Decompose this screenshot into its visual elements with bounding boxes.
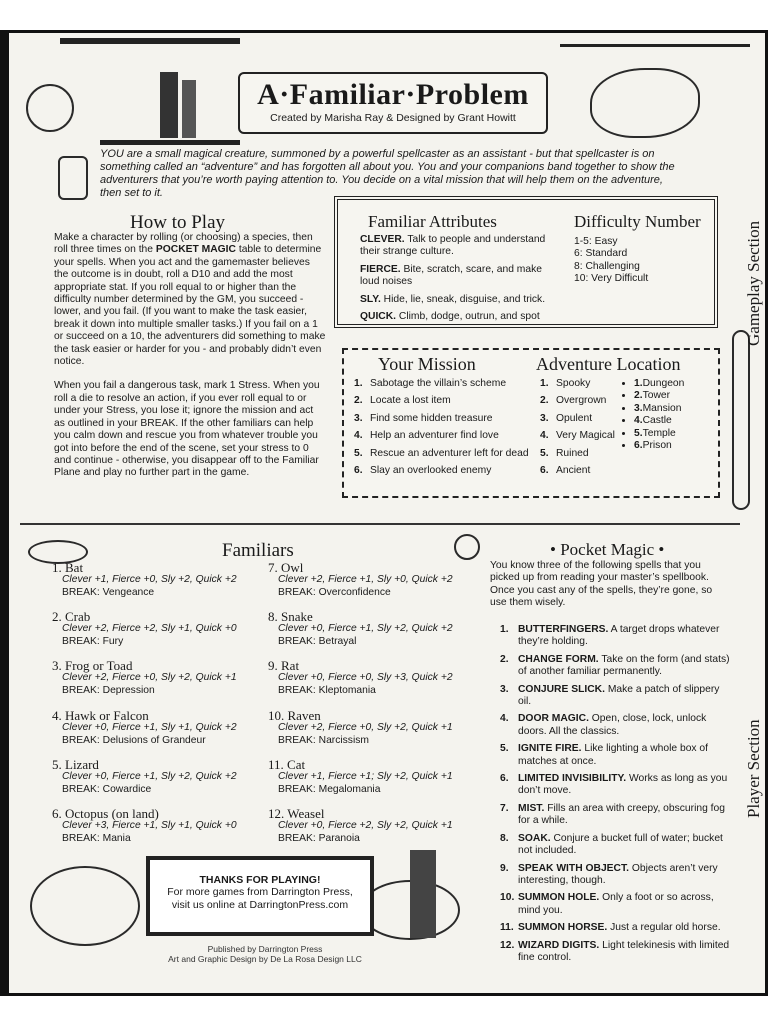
spell-item: 8. SOAK. Conjure a bucket full of water; bucket not included. (500, 832, 723, 857)
attribute-item: SLY. Hide, lie, sneak, disguise, and trick. (360, 293, 546, 305)
shelf-icon (60, 38, 240, 44)
mission-item: 2. Locate a lost item (354, 395, 451, 407)
attribute-item: CLEVER. Talk to people and understand their strange culture. (360, 234, 546, 258)
how-to-play-paragraph: Make a character by rolling (or choosing) a species, then roll three times on the POCKET MAGIC table to determine your spells. When you act and the gamemaster believes the outcome is in doubt, roll a D10 and add the most appropriate stat. If you roll equal to or higher than the difficulty number determined by the GM, you succeed - lower, and you fail. (If you want to make the task easier, break it down into multiple smaller tasks.) If you fail on a 1 or succeed on a 10, the adventurers did something to make the task easier or harder for you - and probably didn’t even notice. (54, 232, 326, 368)
how-to-play-section (54, 232, 326, 492)
familiar-entry: 2. Crab Clever +2, Fierce +2, Sly +1, Quick +0 BREAK: Fury (52, 609, 237, 647)
attribute-item: QUICK. Climb, dodge, outrun, and spot (360, 311, 540, 323)
spell-item: 7. MIST. Fills an area with creepy, obscuring fog for a while. (500, 802, 725, 827)
familiar-attributes-heading: Familiar Attributes (368, 212, 497, 231)
spell-list (500, 624, 732, 969)
spell-item: 11. SUMMON HORSE. Just a regular old horse. (500, 922, 721, 934)
difficulty-item: 1-5: Easy (574, 236, 618, 247)
mission-item: 5. Rescue an adventurer left for dead (354, 447, 529, 459)
familiar-entry: 12. Weasel Clever +0, Fierce +2, Sly +2, Quick +1 BREAK: Paranoia (268, 806, 453, 844)
raven-icon (590, 68, 700, 138)
difficulty-number-heading: Difficulty Number (574, 212, 701, 231)
location-item: 1. Spooky (540, 378, 591, 389)
thanks-link[interactable]: visit us online at DarringtonPress.com (171, 898, 349, 911)
scroll-icon (454, 534, 480, 560)
location-adjective-list (540, 378, 630, 482)
adventure-location-heading: Adventure Location (536, 354, 681, 374)
player-section-label: Player Section (744, 719, 763, 818)
vine-icon (732, 330, 750, 510)
your-mission-heading: Your Mission (378, 354, 476, 374)
location-item: 2. Overgrown (540, 395, 607, 407)
how-to-play-paragraph: When you fail a dangerous task, mark 1 Stress. When you roll a die to resolve an action, if you ever roll equal to or under your Stress, you lose it; ignore the mission and act as outlined in your BREAK. If the other familiars can help you calm down and rescue you from whatever trouble you got into before the end of the scene, set your stress to 0 and continue - otherwise, you disappear off to the Familiar Plane and play no further part in the game. (54, 380, 320, 479)
thanks-line: For more games from Darrington Press, (167, 886, 353, 899)
difficulty-item: 8: Challenging (574, 260, 640, 272)
section-divider (20, 523, 740, 525)
book-stack-icon (410, 850, 436, 938)
difficulty-list (574, 236, 648, 286)
pocket-magic-intro: You know three of the following spells that you picked up from reading your master’s spellbook. Once you cast any of the spells, they’re gone, so use them wisely. (490, 560, 713, 609)
location-item: • 4.Castle (634, 415, 714, 427)
spell-item: 9. SPEAK WITH OBJECT. Objects aren’t very interesting, though. (500, 862, 718, 886)
shelf-icon (100, 140, 240, 145)
difficulty-item: 10: Very Difficult (574, 273, 649, 285)
spell-item: 2. CHANGE FORM. Take on the form (and stats) of another familiar permanently. (500, 653, 730, 678)
mission-item: 6. Slay an overlooked enemy (354, 465, 492, 477)
title-banner (238, 72, 548, 134)
familiar-entry: 1. Bat Clever +1, Fierce +0, Sly +2, Quick +2 BREAK: Vengeance (52, 560, 237, 598)
attribute-item: FIERCE. Bite, scratch, scare, and make loud noises (360, 263, 542, 288)
book-icon (182, 80, 196, 138)
potion-bottle-icon (58, 156, 88, 200)
familiar-entry: 11. Cat Clever +1, Fierce +1; Sly +2, Quick +1 BREAK: Megalomania (268, 757, 453, 795)
familiar-entry: 9. Rat Clever +0, Fierce +0, Sly +3, Quick +2 BREAK: Kleptomania (268, 658, 453, 696)
location-item: 3. Opulent (540, 412, 593, 424)
attributes-box (334, 196, 718, 328)
spell-item: 6. LIMITED INVISIBILITY. Works as long as you don’t move. (500, 773, 728, 797)
location-place-list (634, 378, 714, 452)
mission-item: 4. Help an adventurer find love (354, 430, 499, 442)
location-item: • 2.Tower (634, 390, 714, 402)
spell-item: 12. WIZARD DIGITS. Light telekinesis with limited fine control. (500, 939, 730, 963)
publisher-credits: Published by Darrington Press Art and Graphic Design by De La Rosa Design LLC (168, 944, 362, 964)
spell-item: 10. SUMMON HOLE. Only a foot or so across, mind you. (500, 892, 714, 916)
familiar-entry: 6. Octopus (on land) Clever +3, Fierce +1, Sly +1, Quick +0 BREAK: Mania (52, 806, 237, 844)
left-border (0, 30, 8, 996)
frog-icon (30, 866, 140, 946)
location-item: 5. Ruined (540, 447, 589, 459)
spell-item: 4. DOOR MAGIC. Open, close, lock, unlock doors. All the classics. (500, 713, 707, 737)
location-item: • 5.Temple (634, 428, 714, 440)
intro-text: YOU are a small magical creature, summoned by a powerful spellcaster as an assistant - but that spellcaster is on something called an “adventure” and has forgotten all about you. You and your companions band together to show the adventurers that you’re worth paying attention to. You decide on a vital mission that will help them on the adventure, then set to it. (100, 148, 675, 199)
spell-item: 1. BUTTERFINGERS. A target drops whatever they’re holding. (500, 624, 720, 648)
familiar-entry: 10. Raven Clever +2, Fierce +0, Sly +2, Quick +1 BREAK: Narcissism (268, 708, 453, 746)
spell-item: 5. IGNITE FIRE. Like lighting a whole box of matches at once. (500, 743, 709, 767)
familiar-entry: 3. Frog or Toad Clever +2, Fierce +0, Sly +2, Quick +1 BREAK: Depression (52, 658, 237, 696)
credits: Created by Marisha Ray & Designed by Grant Howitt (270, 112, 516, 124)
page-title: A·Familiar·Problem (257, 78, 529, 111)
familiar-entry: 8. Snake Clever +0, Fierce +1, Sly +2, Quick +2 BREAK: Betrayal (268, 609, 453, 647)
mission-item: 1. Sabotage the villain’s scheme (354, 378, 507, 389)
familiar-entry: 4. Hawk or Falcon Clever +0, Fierce +1, Sly +1, Quick +2 BREAK: Delusions of Grandeur (52, 708, 237, 746)
skull-icon (26, 84, 74, 132)
mission-item: 3. Find some hidden treasure (354, 412, 493, 424)
location-item: • 3.Mansion (634, 403, 714, 415)
thanks-heading: THANKS FOR PLAYING! (199, 874, 321, 886)
familiar-entry: 7. Owl Clever +2, Fierce +1, Sly +0, Quick +2 BREAK: Overconfidence (268, 560, 453, 598)
how-to-play-heading: How to Play (130, 212, 225, 233)
location-item: • 6.Prison (634, 440, 714, 452)
branch-icon (560, 44, 750, 47)
mission-list (354, 378, 534, 482)
attributes-list (360, 234, 560, 328)
location-item: 6. Ancient (540, 465, 591, 477)
book-icon (160, 72, 178, 138)
spell-item: 3. CONJURE SLICK. Make a patch of slippery oil. (500, 683, 720, 708)
familiars-heading: Familiars (222, 540, 294, 561)
gameplay-section-label: Gameplay Section (744, 220, 763, 346)
thanks-box (146, 856, 374, 936)
location-item: 4. Very Magical (540, 430, 615, 442)
location-item: • 1.Dungeon (634, 378, 714, 390)
familiar-entry: 5. Lizard Clever +0, Fierce +1, Sly +2, Quick +2 BREAK: Cowardice (52, 757, 237, 795)
difficulty-item: 6: Standard (574, 248, 628, 260)
pocket-magic-heading: • Pocket Magic • (550, 540, 665, 559)
bottom-margin (0, 996, 768, 1024)
mission-location-box (342, 348, 720, 498)
